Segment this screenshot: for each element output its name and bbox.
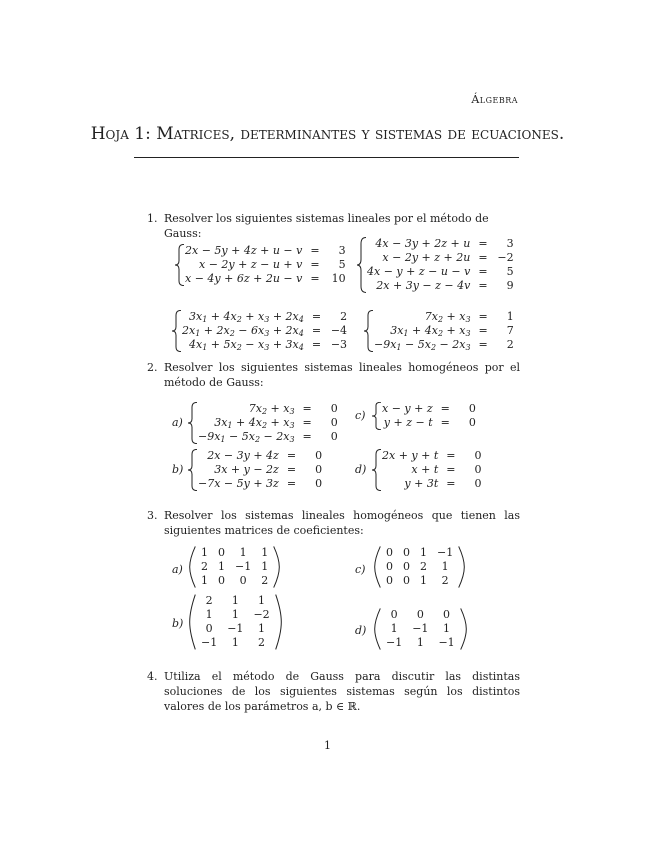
equation-row: [374, 310, 514, 324]
equation-row: [185, 272, 346, 286]
matrix-entry: 0: [239, 574, 247, 587]
matrix-entry: 1: [201, 574, 208, 587]
system-2: [357, 237, 514, 293]
matrix-entry: 2: [261, 574, 269, 587]
equation-lhs: $3x_1 + 4x_2 + x_3$: [214, 416, 295, 430]
equation-lhs: 2x − 3y + 4z: [207, 449, 279, 462]
item-d-label: d): [355, 463, 367, 476]
equals-sign: =: [302, 402, 312, 415]
system-4: [364, 310, 514, 352]
equation-row: [374, 324, 514, 338]
equation-lhs: y + z − t: [383, 416, 433, 429]
matrix-entry: 0: [403, 574, 410, 587]
right-paren-shape: [460, 608, 467, 650]
equals-sign: =: [311, 324, 322, 337]
matrix-entry: 1: [239, 546, 247, 559]
equation-row: [182, 310, 347, 324]
matrix-row: [196, 608, 275, 622]
matrix-entry: 0: [386, 546, 393, 559]
left-brace-shape: [372, 449, 382, 491]
matrix-entry: 0: [390, 608, 398, 621]
equals-sign: =: [446, 449, 456, 462]
equation-rhs: 0: [315, 449, 323, 462]
left-brace-shape: [357, 237, 367, 293]
matrix-entry: 0: [205, 622, 213, 635]
matrix-row: [196, 636, 275, 650]
matrix-entry: −2: [253, 608, 270, 621]
left-brace: [357, 237, 367, 293]
matrix-row: [381, 636, 460, 650]
equation-row: [198, 416, 338, 430]
equation-row: [367, 251, 514, 265]
equation-lhs: 3x + y − 2z: [214, 463, 279, 476]
matrix-entry: 1: [205, 608, 213, 621]
equation-lhs: 2x − 5y + 4z + u − v: [185, 244, 303, 257]
right-paren: [273, 546, 280, 588]
equation-lhs: $-9x_1 - 5x_2 - 2x_3$: [374, 338, 471, 352]
equation-lhs: x − 2y + z − u + v: [199, 258, 303, 271]
matrix-row: [381, 574, 458, 588]
matrix-entry: 1: [258, 594, 266, 607]
item-c-label: c): [355, 563, 366, 576]
matrix-row: [196, 546, 273, 560]
matrix-entry: 1: [416, 636, 424, 649]
left-paren: [374, 608, 381, 650]
exercise-3: [147, 508, 520, 538]
matrix-entry: 0: [386, 560, 393, 573]
equals-sign: =: [440, 402, 450, 415]
matrix-b: [189, 594, 282, 650]
equation-rhs: 0: [330, 416, 338, 429]
equation-rhs: 0: [468, 402, 476, 415]
homogeneous-system-d: [372, 449, 481, 491]
matrix-entry: 1: [420, 546, 427, 559]
matrix-row: [381, 608, 460, 622]
item-b-label: b): [172, 617, 184, 630]
matrix-d: [374, 608, 467, 650]
equation-rhs: −2: [497, 251, 514, 264]
left-brace: [175, 244, 185, 286]
equals-sign: =: [286, 463, 297, 476]
matrix-entry: 1: [441, 560, 449, 573]
matrix-entry: −1: [437, 546, 454, 559]
equals-sign: =: [286, 477, 297, 490]
equals-sign: =: [302, 430, 312, 443]
equals-sign: =: [286, 449, 297, 462]
left-brace-shape: [364, 310, 374, 352]
matrix-entry: 1: [201, 546, 208, 559]
equation-lhs: −7x − 5y + 3z: [198, 477, 279, 490]
right-paren: [275, 594, 282, 650]
equation-rhs: 5: [338, 258, 346, 271]
left-brace-shape: [188, 402, 198, 444]
matrix-entry: −1: [412, 622, 429, 635]
matrix-entry: 0: [443, 608, 451, 621]
matrix-row: [196, 574, 273, 588]
equation-row: [374, 338, 514, 352]
exercise-4: [147, 669, 520, 714]
left-paren-shape: [189, 546, 196, 588]
equation-lhs: x − y + z: [382, 402, 433, 415]
equation-row: [382, 449, 481, 463]
exercise-text: Utiliza el método de Gauss para discutir las distintas soluciones de los siguientes sistemas según los distintos valores de los parámetros a, b ∈ ℝ.: [164, 670, 520, 713]
equals-sign: =: [478, 251, 488, 264]
matrix-entry: 1: [218, 560, 225, 573]
equation-rhs: 3: [338, 244, 346, 257]
equation-row: [382, 463, 481, 477]
item-d-label: d): [355, 624, 367, 637]
exercise-number: 1.: [147, 212, 158, 225]
page-number: 1: [324, 739, 331, 752]
equation-rhs: 0: [330, 430, 338, 443]
homogeneous-system-a: [188, 402, 338, 444]
matrix-entry: 1: [261, 560, 269, 573]
matrix-entry: 1: [443, 622, 451, 635]
right-paren: [460, 608, 467, 650]
exercise-2: [147, 360, 520, 390]
item-a-label: a): [172, 416, 183, 429]
equation-lhs: y + 3t: [404, 477, 439, 490]
equation-lhs: 4x − 3y + 2z + u: [375, 237, 471, 250]
equation-row: [367, 265, 514, 279]
matrix-entry: 1: [261, 546, 269, 559]
matrix-row: [381, 560, 458, 574]
matrix-c: [374, 546, 465, 588]
right-paren-shape: [273, 546, 280, 588]
equals-sign: =: [440, 416, 450, 429]
matrix-entry: −1: [386, 636, 403, 649]
right-paren-shape: [275, 594, 282, 650]
equation-lhs: $-9x_1 - 5x_2 - 2x_3$: [198, 430, 295, 444]
matrix-entry: −1: [438, 636, 455, 649]
equals-sign: =: [310, 272, 320, 285]
matrix-entry: 0: [416, 608, 424, 621]
equation-rhs: 2: [506, 338, 514, 351]
left-brace-shape: [175, 244, 185, 286]
equals-sign: =: [310, 244, 320, 257]
equation-rhs: 7: [506, 324, 514, 337]
equation-rhs: 0: [315, 477, 323, 490]
equals-sign: =: [302, 416, 312, 429]
homogeneous-system-c: [372, 402, 476, 430]
equals-sign: =: [311, 310, 322, 323]
matrix-entry: 0: [386, 574, 393, 587]
equation-rhs: 0: [474, 477, 482, 490]
left-brace: [372, 402, 382, 430]
matrix-entry: −1: [235, 560, 252, 573]
equation-rhs: 5: [506, 265, 514, 278]
equals-sign: =: [310, 258, 320, 271]
equation-row: [185, 258, 346, 272]
equation-rhs: 2: [340, 310, 348, 323]
equation-rhs: 0: [474, 449, 482, 462]
matrix-entry: 0: [403, 546, 410, 559]
equation-lhs: $3x_1 + 4x_2 + x_3$: [390, 324, 471, 338]
equals-sign: =: [478, 324, 488, 337]
equation-row: [382, 416, 476, 430]
equation-row: [198, 430, 338, 444]
right-paren: [458, 546, 465, 588]
matrix-row: [381, 546, 458, 560]
equation-rhs: 9: [506, 279, 514, 292]
equation-lhs: $4x_1 + 5x_2 - x_3 + 3x_4$: [189, 338, 304, 352]
matrix-entry: −1: [201, 636, 218, 649]
equals-sign: =: [478, 237, 488, 250]
exercise-text: Resolver los sistemas lineales homogéneos que tienen las siguientes matrices de coeficientes:: [164, 509, 520, 537]
system-1: [175, 244, 346, 286]
matrix-entry: 2: [420, 560, 427, 573]
equation-row: [382, 477, 481, 491]
equation-row: [182, 324, 347, 338]
matrix-entry: 2: [258, 636, 266, 649]
equals-sign: =: [311, 338, 322, 351]
item-c-label: c): [355, 409, 366, 422]
left-paren: [189, 594, 196, 650]
equals-sign: =: [478, 265, 488, 278]
left-brace: [364, 310, 374, 352]
equation-row: [185, 244, 346, 258]
matrix-entry: 1: [420, 574, 427, 587]
title-rule: [134, 157, 519, 158]
equation-rhs: 0: [330, 402, 338, 415]
equals-sign: =: [478, 279, 488, 292]
left-brace: [188, 449, 198, 491]
equation-row: [198, 449, 322, 463]
matrix-row: [196, 594, 275, 608]
exercise-number: 3.: [147, 509, 158, 522]
left-paren-shape: [374, 608, 381, 650]
equation-rhs: 10: [331, 272, 346, 285]
matrix-a: [189, 546, 280, 588]
matrix-entry: 2: [205, 594, 213, 607]
system-3: [172, 310, 347, 352]
equation-lhs: 2x + 3y − z − 4v: [376, 279, 471, 292]
matrix-row: [381, 622, 460, 636]
equation-row: [367, 237, 514, 251]
equals-sign: =: [478, 310, 488, 323]
left-brace-shape: [172, 310, 182, 352]
equation-row: [198, 402, 338, 416]
right-paren-shape: [458, 546, 465, 588]
matrix-entry: 1: [231, 636, 239, 649]
matrix-entry: 0: [218, 546, 225, 559]
equation-row: [367, 279, 514, 293]
equation-rhs: 0: [468, 416, 476, 429]
left-paren: [374, 546, 381, 588]
exercise-number: 4.: [147, 670, 158, 683]
equation-lhs: 2x + y + t: [382, 449, 439, 462]
matrix-entry: 1: [390, 622, 398, 635]
equals-sign: =: [446, 477, 456, 490]
equation-rhs: −4: [330, 324, 348, 337]
equation-rhs: 0: [315, 463, 323, 476]
equation-lhs: x − 4y + 6z + 2u − v: [185, 272, 303, 285]
equation-row: [198, 477, 322, 491]
equation-rhs: 3: [506, 237, 514, 250]
left-brace: [172, 310, 182, 352]
item-a-label: a): [172, 563, 183, 576]
left-brace-shape: [188, 449, 198, 491]
equals-sign: =: [446, 463, 456, 476]
left-brace-shape: [372, 402, 382, 430]
equation-lhs: 4x − y + z − u − v: [367, 265, 471, 278]
left-brace: [188, 402, 198, 444]
equation-lhs: $7x_2 + x_3$: [248, 402, 295, 416]
left-paren-shape: [374, 546, 381, 588]
equation-row: [198, 463, 322, 477]
equation-lhs: x − 2y + z + 2u: [382, 251, 471, 264]
exercise-number: 2.: [147, 361, 158, 374]
left-brace: [372, 449, 382, 491]
equation-rhs: 0: [474, 463, 482, 476]
homogeneous-system-b: [188, 449, 322, 491]
matrix-entry: 2: [441, 574, 449, 587]
matrix-entry: 2: [201, 560, 208, 573]
matrix-entry: 1: [258, 622, 266, 635]
equals-sign: =: [478, 338, 488, 351]
equation-lhs: $7x_2 + x_3$: [424, 310, 471, 324]
equation-rhs: −3: [330, 338, 348, 351]
equation-lhs: x + t: [411, 463, 439, 476]
left-paren: [189, 546, 196, 588]
matrix-entry: 0: [218, 574, 225, 587]
matrix-entry: 0: [403, 560, 410, 573]
equation-lhs: $3x_1 + 4x_2 + x_3 + 2x_4$: [189, 310, 304, 324]
equation-rhs: 1: [506, 310, 514, 323]
exercise-text: Resolver los siguientes sistemas lineales homogéneos por el método de Gauss:: [164, 361, 520, 389]
matrix-row: [196, 560, 273, 574]
course-header: Álgebra: [471, 93, 518, 106]
equation-lhs: $2x_1 + 2x_2 - 6x_3 + 2x_4$: [182, 324, 304, 338]
item-b-label: b): [172, 463, 184, 476]
matrix-row: [196, 622, 275, 636]
equation-row: [182, 338, 347, 352]
left-paren-shape: [189, 594, 196, 650]
matrix-entry: 1: [231, 594, 239, 607]
page-title: Hoja 1: Matrices, determinantes y sistemas de ecuaciones.: [90, 124, 565, 144]
exercise-text: Resolver los siguientes sistemas lineales por el método de Gauss:: [164, 212, 489, 240]
matrix-entry: 1: [231, 608, 239, 621]
equation-row: [382, 402, 476, 416]
matrix-entry: −1: [227, 622, 244, 635]
